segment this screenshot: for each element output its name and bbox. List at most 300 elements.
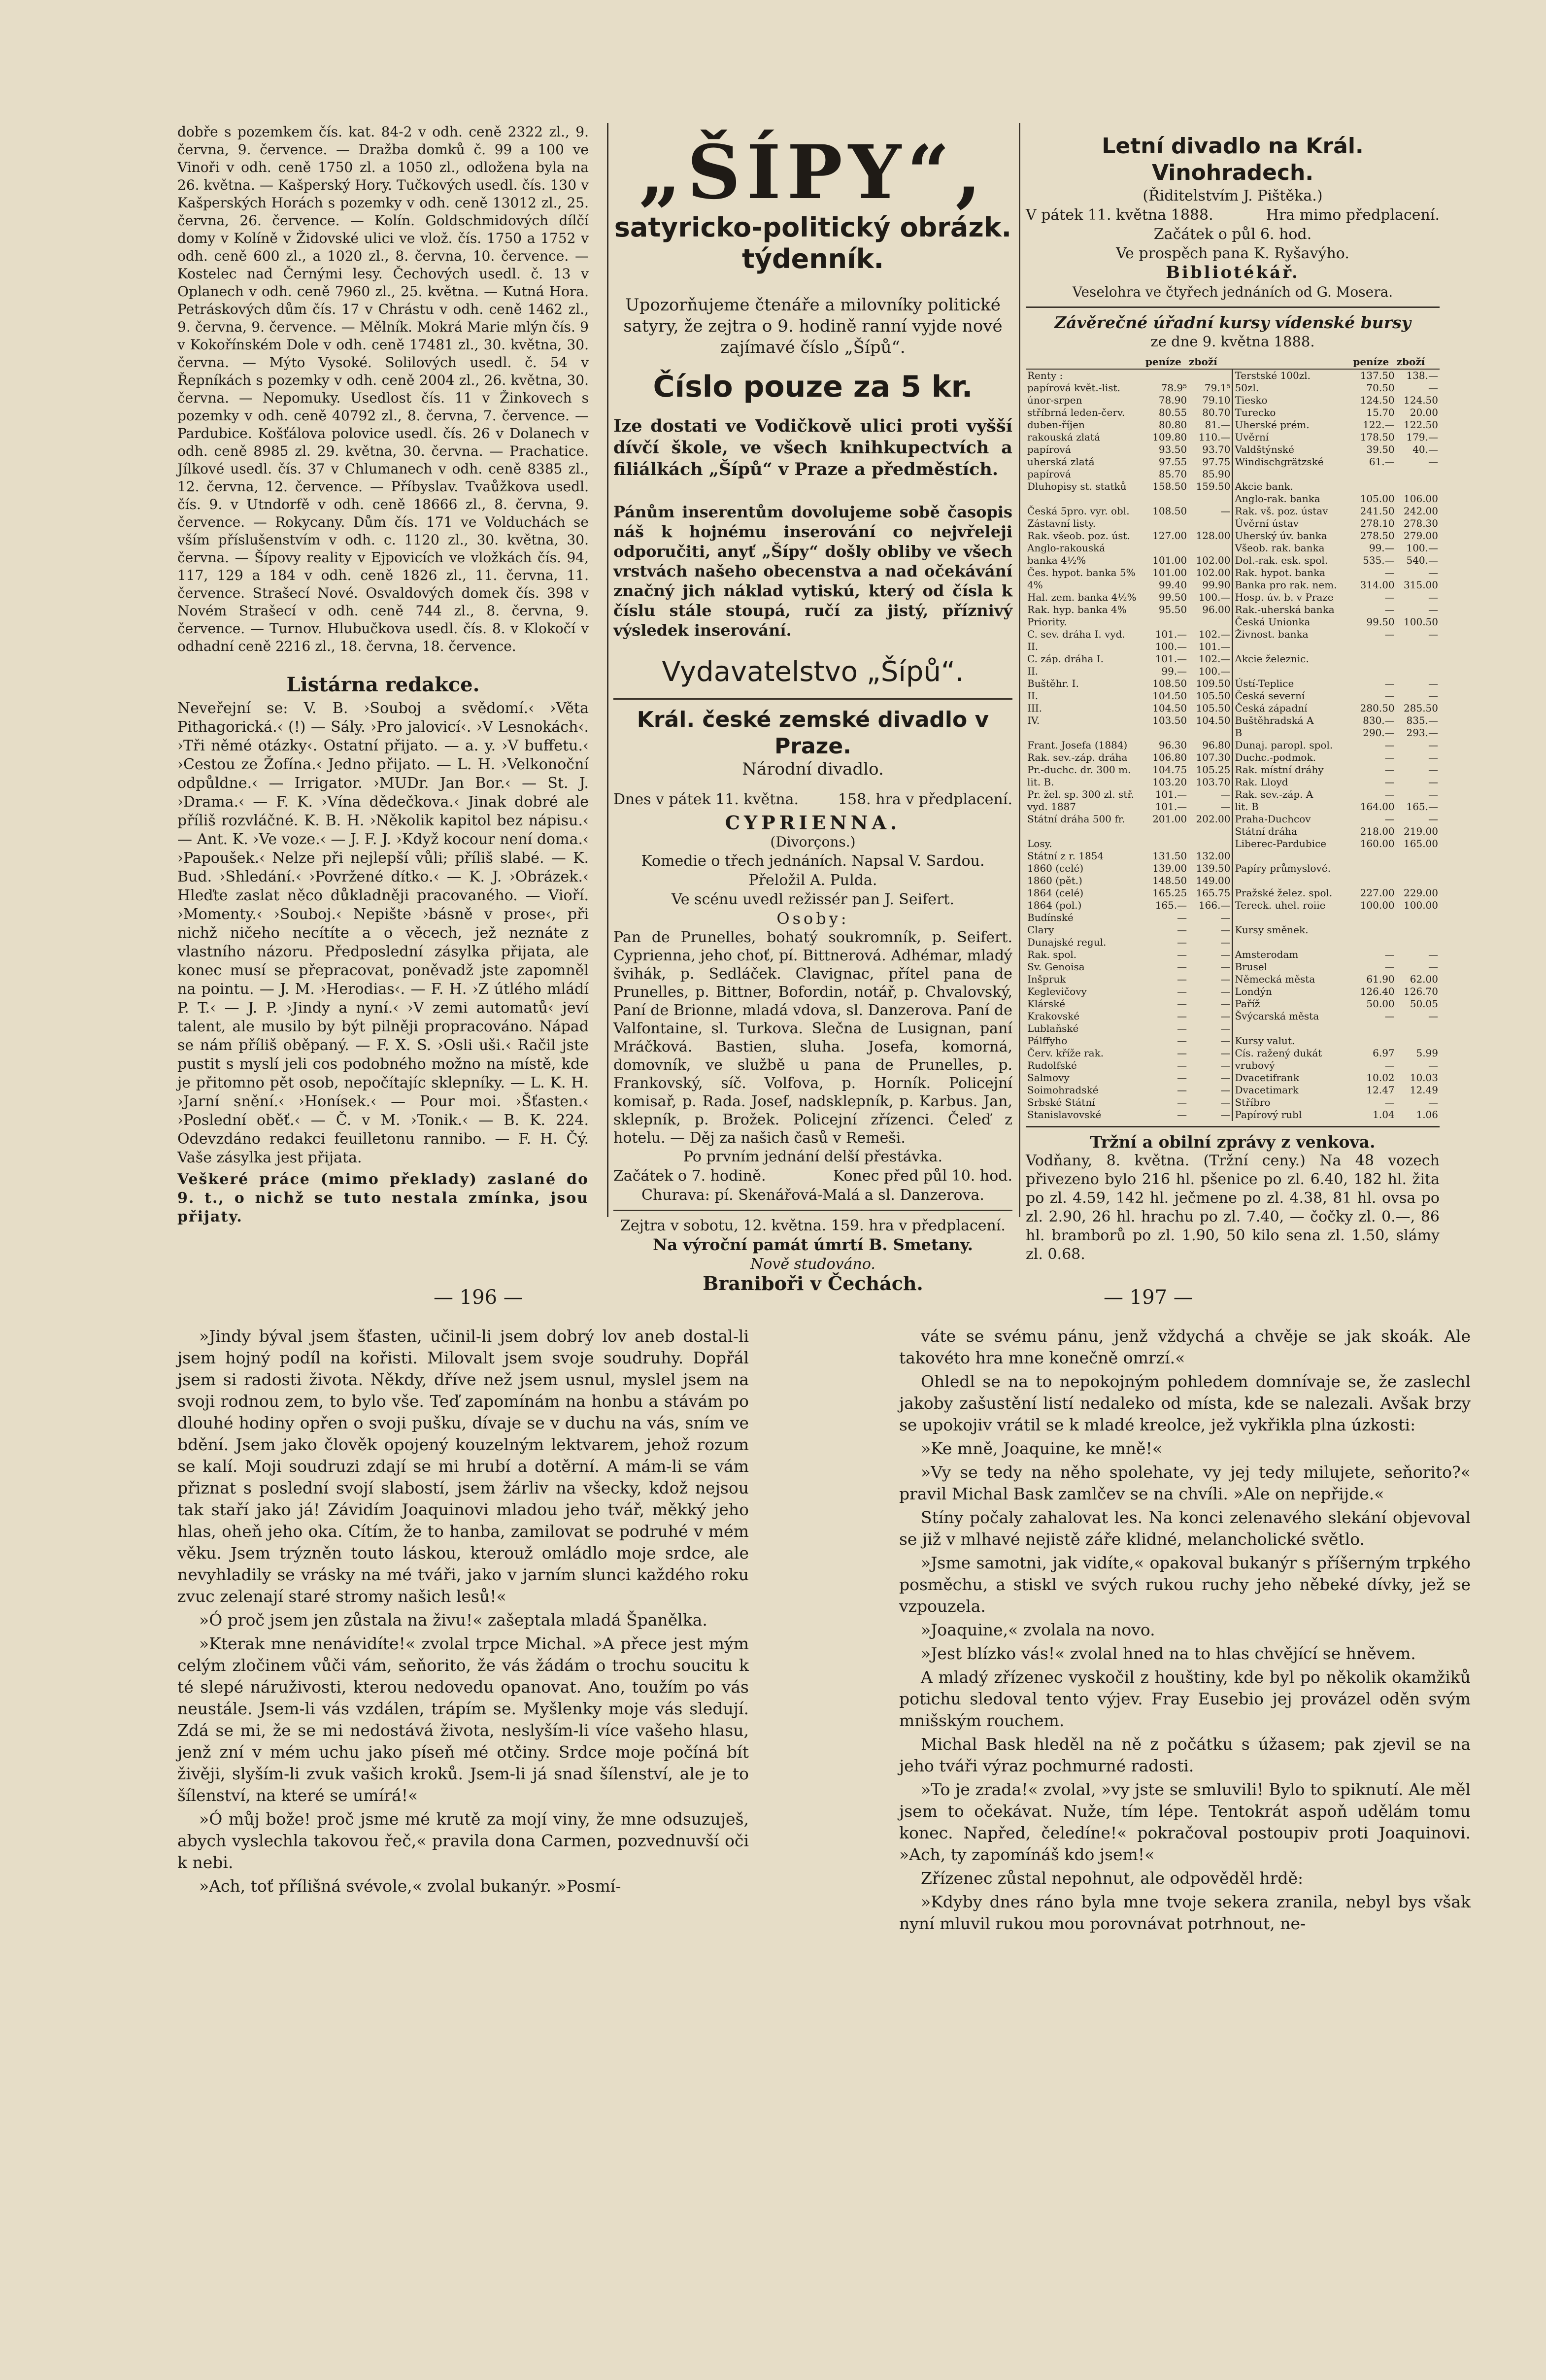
- table-row: [1026, 394, 1440, 407]
- table-cell: —: [1384, 739, 1395, 751]
- table-cell: [1396, 468, 1440, 480]
- table-cell: 241.50: [1360, 505, 1395, 517]
- table-cell: [1145, 838, 1188, 850]
- table-cell: Soimohradské: [1027, 1084, 1099, 1096]
- table-cell: lit. B.: [1027, 776, 1054, 788]
- table-cell: —: [1428, 776, 1438, 788]
- table-cell: Rak. hyp. banka 4%: [1027, 604, 1127, 615]
- table-row: [1026, 530, 1440, 542]
- table-row: [1026, 1084, 1440, 1096]
- table-cell: 126.40: [1360, 986, 1395, 997]
- next-play: Braniboři v Čechách.: [703, 1272, 923, 1294]
- table-cell: 124.50: [1404, 394, 1438, 406]
- table-cell: II.: [1027, 690, 1039, 702]
- table-cell: [1188, 369, 1233, 382]
- new-study-line: Nově studováno.: [750, 1256, 875, 1273]
- table-cell: stříbrná leden-červ.: [1027, 407, 1125, 418]
- exchange-title: Závěrečné úřadní kursy vídenské bursy: [1054, 313, 1411, 332]
- table-cell: 50.00: [1366, 998, 1395, 1010]
- table-cell: Dvacetimark: [1233, 1084, 1352, 1096]
- table-cell: 104.50: [1152, 690, 1187, 702]
- exchange-date: ze dne 9. května 1888.: [1150, 333, 1315, 350]
- table-row: [1026, 604, 1440, 616]
- table-cell: [1396, 665, 1440, 678]
- table-cell: 102.00: [1196, 554, 1231, 566]
- table-cell: 96.30: [1158, 739, 1187, 751]
- publisher: Vydavatelstvo „Šípů“.: [662, 656, 964, 688]
- table-cell: 101.00: [1152, 554, 1187, 566]
- table-row: [1026, 407, 1440, 419]
- table-cell: —: [1220, 998, 1231, 1010]
- table-cell: 101.—: [1155, 653, 1187, 665]
- table-cell: 1.04: [1373, 1109, 1395, 1121]
- column-divider: [1019, 123, 1020, 1217]
- table-cell: Amsterodam: [1233, 949, 1352, 961]
- table-cell: Pražské želez. spol.: [1233, 887, 1352, 899]
- table-cell: Sv. Genoisa: [1027, 961, 1085, 973]
- table-cell: —: [1384, 813, 1395, 825]
- table-cell: Paříž: [1233, 998, 1352, 1010]
- table-cell: 131.50: [1152, 850, 1187, 862]
- table-cell: 108.50: [1152, 505, 1187, 517]
- table-cell: 105.50: [1196, 690, 1231, 702]
- table-cell: Duchc.-podmok.: [1233, 751, 1352, 764]
- table-cell: 5.99: [1416, 1047, 1438, 1059]
- table-cell: 100.00: [1360, 899, 1395, 911]
- table-cell: Tiesko: [1233, 394, 1352, 407]
- table-cell: 12.49: [1410, 1084, 1438, 1096]
- table-row: [1026, 1022, 1440, 1035]
- table-cell: 102.—: [1198, 653, 1231, 665]
- table-cell: Buštěhr. I.: [1027, 678, 1079, 689]
- table-cell: Kursy valut.: [1233, 1035, 1352, 1047]
- table-row: [1026, 813, 1440, 825]
- table-cell: 101.00: [1152, 567, 1187, 578]
- table-cell: —: [1384, 949, 1395, 960]
- table-cell: Státní dráha: [1233, 825, 1352, 838]
- table-cell: —: [1220, 912, 1231, 923]
- exchange-table-body: [1026, 369, 1440, 1121]
- table-cell: [1188, 493, 1233, 505]
- table-cell: 100.00: [1404, 899, 1438, 911]
- table-cell: 97.55: [1158, 456, 1187, 468]
- table-cell: 1860 (celé): [1027, 862, 1084, 874]
- table-cell: Dvacetifrank: [1233, 1072, 1352, 1084]
- table-cell: Rak. spol.: [1027, 949, 1077, 960]
- table-cell: [1233, 468, 1352, 480]
- table-cell: 102.—: [1198, 628, 1231, 640]
- table-cell: 99.90: [1202, 579, 1231, 591]
- table-cell: III.: [1027, 702, 1042, 714]
- section-divider: [1026, 1126, 1440, 1127]
- table-cell: 4%: [1027, 579, 1043, 591]
- table-cell: 100.—: [1155, 641, 1187, 652]
- table-row: [1026, 1010, 1440, 1022]
- table-cell: 830.—: [1363, 714, 1395, 726]
- table-cell: —: [1177, 1010, 1187, 1022]
- exchange-header-cell: zboží: [1188, 355, 1233, 369]
- table-cell: 164.00: [1360, 801, 1395, 813]
- table-cell: [1396, 850, 1440, 862]
- table-cell: —: [1177, 1096, 1187, 1108]
- table-cell: [1396, 862, 1440, 875]
- section-divider: [613, 1210, 1012, 1211]
- notice: Upozorňujeme čtenáře a milovníky politické satyry, že zejtra o 9. hodině ranní vyjde nové zajímavé číslo „Šípů“.: [623, 295, 1003, 357]
- table-cell: 103.50: [1152, 714, 1187, 726]
- table-cell: [1145, 616, 1188, 628]
- story-paragraph: »Joaquine,« zvolala na novo.: [921, 1620, 1155, 1639]
- table-cell: [1396, 875, 1440, 887]
- table-cell: —: [1428, 382, 1438, 394]
- table-cell: 139.00: [1152, 862, 1187, 874]
- table-cell: [1233, 850, 1352, 862]
- table-cell: banka 4½%: [1027, 554, 1086, 566]
- table-cell: duben-říjen: [1027, 419, 1085, 431]
- right-column: [1026, 133, 1440, 1264]
- table-cell: Rak. vš. poz. ústav: [1233, 505, 1352, 517]
- table-cell: [1396, 641, 1440, 653]
- table-cell: —: [1384, 604, 1395, 615]
- table-cell: 219.00: [1404, 825, 1438, 837]
- table-cell: Inšpruk: [1027, 973, 1066, 985]
- table-cell: vyd. 1887: [1027, 801, 1076, 813]
- table-cell: C. sev. dráha I. vyd.: [1027, 628, 1125, 640]
- table-cell: —: [1220, 788, 1231, 800]
- table-cell: —: [1220, 961, 1231, 973]
- table-cell: —: [1220, 1010, 1231, 1022]
- table-cell: 80.55: [1158, 407, 1187, 418]
- table-cell: [1396, 1035, 1440, 1047]
- table-cell: —: [1428, 751, 1438, 763]
- table-row: [1026, 776, 1440, 788]
- table-cell: 149.00: [1196, 875, 1231, 886]
- table-cell: 105.00: [1360, 493, 1395, 505]
- table-cell: [1233, 1022, 1352, 1035]
- story-paragraph: »Jsme samotni, jak vidíte,« opakoval bukanýr s příšerným trpkého posměchu, a stiskl ve svých rukou ruchy jeho něbeké dívky, jež se vzpouzela.: [899, 1553, 1471, 1616]
- table-cell: —: [1384, 788, 1395, 800]
- table-cell: Dunajské regul.: [1027, 936, 1107, 948]
- table-cell: Buštěhradská A: [1233, 714, 1352, 727]
- table-cell: —: [1177, 1072, 1187, 1084]
- table-cell: 39.50: [1366, 443, 1395, 455]
- theatre-subtitle: Národní divadlo.: [742, 759, 884, 779]
- table-cell: —: [1220, 973, 1231, 985]
- table-cell: [1396, 912, 1440, 924]
- table-row: [1026, 505, 1440, 517]
- table-cell: Krakovské: [1027, 1010, 1080, 1022]
- table-cell: 20.00: [1410, 407, 1438, 418]
- table-cell: —: [1428, 961, 1438, 973]
- table-cell: 201.00: [1152, 813, 1187, 825]
- table-cell: [1145, 825, 1188, 838]
- table-cell: Pálffyho: [1027, 1035, 1068, 1047]
- table-row: [1026, 1035, 1440, 1047]
- price-banner: Číslo pouze za 5 kr.: [653, 370, 973, 404]
- table-cell: papírová květ.-list.: [1027, 382, 1120, 394]
- table-row: [1026, 899, 1440, 912]
- table-cell: 165.—: [1406, 801, 1438, 813]
- anniversary-line: Na výroční památ úmrtí B. Smetany.: [653, 1235, 973, 1254]
- table-cell: [1352, 862, 1396, 875]
- table-cell: [1145, 542, 1188, 554]
- table-cell: 165.—: [1155, 899, 1187, 911]
- table-cell: 138.—: [1406, 370, 1438, 381]
- table-cell: 148.50: [1152, 875, 1187, 886]
- table-row: [1026, 838, 1440, 850]
- table-cell: [1352, 924, 1396, 936]
- exchange-header-cell: peníze: [1145, 355, 1188, 369]
- summer-director: (Řiditelstvím J. Pištěka.): [1143, 187, 1323, 204]
- inserent-notice: Pánům inserentům dovolujeme sobě časopis náš k hojnému inserování co nejvřeleji odporučiti, anyť „Šípy“ došly obliby ve všech vrstvách našeho obecenstva a nad očekávání značný jich náklad vytiskú, který od čísla k číslu stále stoupá, ručí za jistý, příznivý výsledek inserování.: [613, 503, 1012, 640]
- table-row: [1026, 468, 1440, 480]
- table-cell: uherská zlatá: [1027, 456, 1095, 468]
- table-cell: 100.—: [1198, 591, 1231, 603]
- table-cell: Dol.-rak. esk. spol.: [1233, 554, 1352, 567]
- table-cell: —: [1384, 591, 1395, 603]
- table-cell: 104.50: [1196, 714, 1231, 726]
- table-cell: 279.00: [1404, 530, 1438, 542]
- table-cell: 165.75: [1196, 887, 1231, 899]
- table-cell: —: [1220, 924, 1231, 936]
- table-cell: 61.90: [1366, 973, 1395, 985]
- table-row: [1026, 616, 1440, 628]
- table-row: [1026, 801, 1440, 813]
- theatre-title: Král. české zemské divadlo v Praze.: [637, 707, 989, 759]
- table-cell: Uherské prém.: [1233, 419, 1352, 431]
- start-line: [613, 1166, 1012, 1186]
- table-cell: Čes. hypot. banka 5%: [1027, 567, 1136, 578]
- table-cell: 99.—: [1161, 665, 1187, 677]
- table-cell: Hal. zem. banka 4½%: [1027, 591, 1137, 603]
- table-cell: [1145, 493, 1188, 505]
- table-cell: 106.00: [1404, 493, 1438, 505]
- story-paragraph: »Ó můj bože! proč jsme mé krutě za mojí viny, že mne odsuzuješ, abych vyslechla takovou řeč,« pravila dona Carmen, pozvednuvší oči k nebi.: [177, 1809, 749, 1872]
- end-time: Konec před půl 10. hod.: [833, 1167, 1012, 1185]
- table-cell: —: [1428, 456, 1438, 468]
- table-row: [1026, 714, 1440, 727]
- table-cell: 96.80: [1202, 739, 1231, 751]
- story-paragraph: Zřízenec zůstal nepohnut, ale odpověděl hrdě:: [921, 1869, 1304, 1888]
- table-cell: Česká 5pro. vyr. obl.: [1027, 505, 1130, 517]
- table-cell: 105.50: [1196, 702, 1231, 714]
- table-cell: 290.—: [1363, 727, 1395, 739]
- table-row: [1026, 998, 1440, 1010]
- table-cell: Hosp. úv. b. v Praze: [1233, 591, 1352, 604]
- table-cell: únor-srpen: [1027, 394, 1082, 406]
- table-cell: Windischgrätzské: [1233, 456, 1352, 468]
- table-cell: Srbské Státní: [1027, 1096, 1095, 1108]
- table-row: [1026, 665, 1440, 678]
- section-divider: [613, 698, 1012, 700]
- table-cell: —: [1177, 1035, 1187, 1047]
- table-cell: IV.: [1027, 714, 1040, 726]
- story-paragraph: Ohledl se na to nepokojným pohledem domnívaje se, že zaslechl jakoby zašustění listí nedaleko od místa, kde se nalezali. Avšak brzy se upokojiv vrátil se k mladé kreolce, jež vykřikla plna úzkosti:: [899, 1372, 1471, 1434]
- table-cell: [1233, 665, 1352, 678]
- table-cell: —: [1428, 567, 1438, 578]
- table-cell: 178.50: [1360, 431, 1395, 443]
- table-cell: 540.—: [1406, 554, 1438, 566]
- table-row: [1026, 419, 1440, 431]
- table-cell: —: [1384, 1059, 1395, 1071]
- table-row: [1026, 431, 1440, 443]
- story-paragraph: »Kterak mne nenávidíte!« zvolal trpce Michal. »A přece jest mým celým zločinem vůči vám, seňorito, že vás žádám o trochu soucitu k té slepé náruživosti, kterou nedovedu opanovat. Ano, toužím po vás neustále. Jsem-li vás vzdálen, trápím se. Myšlenky moje vás sledují. Zdá se mi, že se mi nedostává života, neslyším-li více vašeho hlasu, jenž zní v mém uchu jako píseň mé otčiny. Srdce moje počíná bít živěji, slyším-li zvuk vašich kroků. Jsem-li já snad šílenství, ale je to šílenství, na které se umírá!«: [177, 1634, 749, 1805]
- table-cell: [1352, 653, 1396, 665]
- table-cell: Priority.: [1027, 616, 1067, 628]
- table-cell: 93.50: [1158, 443, 1187, 455]
- table-cell: 105.25: [1196, 764, 1231, 776]
- table-cell: 132.00: [1196, 850, 1231, 862]
- table-row: [1026, 788, 1440, 801]
- table-cell: Akcie železnic.: [1233, 653, 1352, 665]
- table-cell: Uvěrní: [1233, 431, 1352, 443]
- table-row: [1026, 628, 1440, 641]
- table-cell: Terstské 100zl.: [1233, 369, 1352, 382]
- table-cell: —: [1220, 1109, 1231, 1121]
- table-cell: Rudolfské: [1027, 1059, 1077, 1071]
- table-cell: papírová: [1027, 443, 1071, 455]
- table-row: [1026, 1096, 1440, 1109]
- table-cell: —: [1428, 604, 1438, 615]
- table-cell: Renty :: [1027, 370, 1063, 381]
- table-cell: 100.—: [1406, 542, 1438, 554]
- table-cell: 159.50: [1196, 480, 1231, 492]
- table-cell: —: [1177, 973, 1187, 985]
- table-cell: —: [1428, 591, 1438, 603]
- table-cell: 15.70: [1366, 407, 1395, 418]
- table-cell: [1188, 825, 1233, 838]
- table-cell: Rak. všeob. poz. úst.: [1027, 530, 1130, 542]
- table-cell: 70.50: [1366, 382, 1395, 394]
- exchange-header-cell: zboží: [1396, 355, 1440, 369]
- table-row: [1026, 517, 1440, 530]
- table-cell: [1396, 924, 1440, 936]
- masthead-subtitle: satyricko-politický obrázk. týdenník.: [614, 212, 1012, 274]
- table-row: [1026, 567, 1440, 579]
- story-paragraph: »To je zrada!« zvolal, »vy jste se smluvili! Bylo to spiknutí. Ale měl jsem to očekávat. Nuže, tím lépe. Tentokrát aspoň udělám tomu konec. Napřed, čeledíne!« pokračoval postoupiv proti Joaquinovi. »Ach, ty zapomínáš kdo jsem!«: [899, 1780, 1471, 1864]
- table-cell: —: [1220, 1096, 1231, 1108]
- table-cell: 6.97: [1373, 1047, 1395, 1059]
- table-cell: [1188, 838, 1233, 850]
- summer-date: V pátek 11. května 1888.: [1026, 206, 1213, 224]
- table-cell: Česká severní: [1233, 690, 1352, 702]
- table-cell: Keglevičovy: [1027, 986, 1087, 997]
- show-number: 158. hra v předplacení.: [838, 791, 1012, 808]
- table-cell: 1864 (celé): [1027, 887, 1084, 899]
- table-cell: 99.50: [1158, 591, 1187, 603]
- table-cell: —: [1220, 949, 1231, 960]
- table-row: [1026, 727, 1440, 739]
- table-cell: 158.50: [1152, 480, 1187, 492]
- table-row: [1026, 443, 1440, 456]
- masthead: „ŠÍPY“,: [639, 129, 987, 216]
- table-cell: 242.00: [1404, 505, 1438, 517]
- table-row: [1026, 641, 1440, 653]
- table-cell: II.: [1027, 641, 1039, 652]
- table-cell: Turecko: [1233, 407, 1352, 419]
- table-cell: 85.70: [1158, 468, 1187, 480]
- table-cell: —: [1428, 949, 1438, 960]
- sale-info: Ize dostati ve Vodičkově ulici proti vyšší dívčí škole, ve všech knihkupectvích a filiálkách „Šípů“ v Praze a předměstích.: [613, 416, 1012, 479]
- table-cell: 80.70: [1202, 407, 1231, 418]
- table-cell: Losy.: [1027, 838, 1052, 850]
- table-cell: 218.00: [1360, 825, 1395, 837]
- table-cell: —: [1384, 776, 1395, 788]
- table-row: [1026, 986, 1440, 998]
- table-cell: —: [1177, 912, 1187, 923]
- story-paragraph: »Vy se tedy na něho spolehate, vy jej tedy milujete, seňorito?« pravil Michal Bask zamlčev se na chvíli. »Ale on nepřijde.«: [899, 1462, 1471, 1503]
- table-cell: [1352, 912, 1396, 924]
- summer-subscription: Hra mimo předplacení.: [1266, 206, 1440, 224]
- table-row: [1026, 973, 1440, 986]
- table-cell: 10.03: [1410, 1072, 1438, 1084]
- table-row: [1026, 912, 1440, 924]
- table-cell: Klárské: [1027, 998, 1066, 1010]
- table-cell: 101.—: [1155, 801, 1187, 813]
- table-cell: Dunaj. paropl. spol.: [1233, 739, 1352, 751]
- table-cell: Clary: [1027, 924, 1054, 936]
- table-cell: 104.75: [1152, 764, 1187, 776]
- table-cell: 101.—: [1198, 641, 1231, 652]
- table-cell: Brusel: [1233, 961, 1352, 973]
- table-cell: 12.47: [1366, 1084, 1395, 1096]
- play-description: Komedie o třech jednáních. Napsal V. Sardou. Přeložil A. Pulda.: [641, 852, 985, 889]
- table-row: [1026, 1059, 1440, 1072]
- table-cell: 165.25: [1152, 887, 1187, 899]
- table-cell: 99.40: [1158, 579, 1187, 591]
- table-cell: —: [1177, 949, 1187, 960]
- listarna-text: Neveřejní se: V. B. ›Souboj a svědomí.‹ ›Věta Pithagorická.‹ (!) — Sály. ›Pro jalovicí‹. ›V Lesnokách‹. ›Tři němé otázky‹. Ostatní přijato. — a. y. ›V buffetu.‹ ›Cestou ze Žofína.‹ Jedno přijato. — L. H. ›Velkonoční odpůldne.‹ — Irrigator. ›MUDr. Jan Bor.‹ — St. J. ›Drama.‹ — F. K. ›Vína dědečkova.‹ Jinak dobré ale příliš rozvláčné. K. B. H. ›Několik kapitol bez nápisu.‹ — Ant. K. ›Ve voze.‹ — J. F. J. ›Když kocour není doma.‹ ›Papoušek.‹ Nelze při nejlepší vůli; příliš slabé. — K. Bud. ›Shledání.‹ ›Povržené dítko.‹ — K. J. ›Obrázek.‹ Hleďte zaslat něco důkladněji pracovaného. — Vioří. ›Momenty.‹ ›Souboj.‹ Nepište ›básně v prose‹, při nichž ničeho necítíte a o věcech, jež neznáte z vlastního názoru. Předposlední zásylka přijata, ale konec musí se přepracovat, poněvadž jste zapomněl na pointu. — J. M. ›Herodias‹. — F. H. ›Z útlého mládí P. T.‹ — J. P. ›Jindy a nyní.‹ ›V zemi automatů‹ jeví talent, ale musilo by být pilněji propracováno. Nápad se nám příliš oběpaný. — F. X. S. ›Osli uši.‹ Račil jste pustit s myslí jeli cos podobného možno na místě, kde je přitomno pět osob, nepočítajíc sklepníky. — L. K. H. ›Jarní snění.‹ ›Honísek.‹ — Pour moi. ›Šťasten.‹ ›Poslední oběť.‹ — Č. v M. ›Tonik.‹ — B. K. 224. Odevzdáno redakci feuilletonu rannibo. — F. H. Čý. Vaše zásylka jest přijata.: [177, 700, 589, 1166]
- table-cell: —: [1220, 801, 1231, 813]
- story-paragraph: Stíny počaly zahalovat les. Na konci zelenavého slekání objevoval se již v mlhavé nejistě záře klidné, melancholické světlo.: [899, 1508, 1471, 1549]
- table-row: [1026, 591, 1440, 604]
- table-row: [1026, 1109, 1440, 1121]
- table-cell: 110.—: [1198, 431, 1231, 443]
- table-cell: [1188, 727, 1233, 739]
- table-cell: 97.75: [1202, 456, 1231, 468]
- start-time: Začátek o 7. hodině.: [613, 1167, 766, 1185]
- table-cell: —: [1220, 1047, 1231, 1059]
- story-right-column: [899, 1326, 1471, 1937]
- table-cell: [1233, 912, 1352, 924]
- chaperone-note: Churava: pí. Skenářová-Malá a sl. Danzerova.: [641, 1187, 984, 1204]
- table-cell: 96.00: [1202, 604, 1231, 615]
- table-cell: 165.00: [1404, 838, 1438, 850]
- table-row: [1026, 850, 1440, 862]
- exchange-header-cell: peníze: [1352, 355, 1396, 369]
- table-cell: —: [1220, 505, 1231, 517]
- story-paragraph: A mladý zřízenec vyskočil z houštiny, kde byl po několik okamžiků potichu sledoval tento výjev. Fray Eusebio jej provázel oděn svým mnišským rouchem.: [899, 1667, 1471, 1730]
- table-cell: —: [1177, 961, 1187, 973]
- table-cell: —: [1428, 813, 1438, 825]
- table-cell: 1.06: [1416, 1109, 1438, 1121]
- table-cell: —: [1428, 628, 1438, 640]
- table-cell: lit. B: [1233, 801, 1352, 813]
- table-cell: Česká západní: [1233, 702, 1352, 714]
- table-row: [1026, 862, 1440, 875]
- table-cell: 1864 (pol.): [1027, 899, 1082, 911]
- table-cell: Stanislavovské: [1027, 1109, 1102, 1121]
- table-cell: —: [1384, 751, 1395, 763]
- table-row: [1026, 961, 1440, 973]
- table-cell: C. záp. dráha I.: [1027, 653, 1104, 665]
- table-row: [1026, 554, 1440, 567]
- exchange-header-cell: [1233, 355, 1352, 369]
- intermission-note: Po prvním jednání delší přestávka.: [683, 1148, 943, 1165]
- table-cell: [1233, 641, 1352, 653]
- table-cell: [1188, 542, 1233, 554]
- table-cell: Státní z r. 1854: [1027, 850, 1104, 862]
- table-cell: Anglo-rak. banka: [1233, 493, 1352, 505]
